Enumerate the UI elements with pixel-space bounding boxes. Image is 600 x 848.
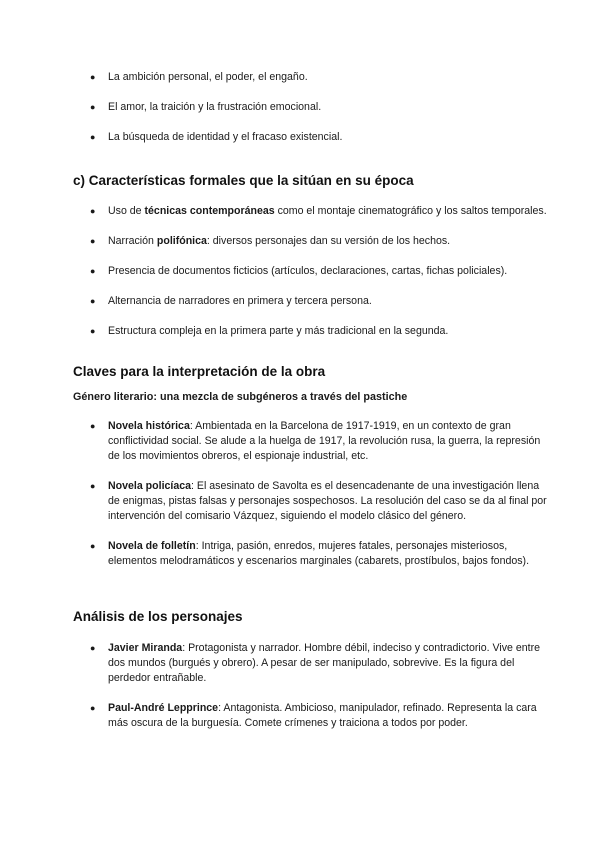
bullet-icon: ● [90, 236, 96, 246]
list-item: ● Uso de técnicas contemporáneas como el montaje cinematográfico y los saltos temporales. [90, 205, 547, 217]
bullet-icon: ● [90, 326, 96, 336]
list-item: ● Javier Miranda: Protagonista y narrador. Hombre débil, indeciso y contradictorio. Vive entre dos mundos (burgués y obrero). A pesar de ser manipulado, sobrevive. Es la figura del perdedor entrañable. [90, 642, 541, 684]
list-item: ● Novela de folletín: Intriga, pasión, enredos, mujeres fatales, personajes misteriosos, elementos melodramáticos y escenarios marginales (cabarets, prostíbulos, bajos fondos). [90, 540, 530, 567]
bullet-icon: ● [90, 296, 96, 306]
list-item: ● Alternancia de narradores en primera y tercera persona. [90, 295, 372, 307]
list-item: ● El amor, la traición y la frustración emocional. [90, 101, 322, 113]
bullet-icon: ● [90, 266, 96, 276]
section-heading: Claves para la interpretación de la obra [73, 364, 326, 379]
genre-list [90, 419, 548, 584]
list-item: ● Novela policíaca: El asesinato de Savolta es el desencadenante de una investigación llena de enigmas, pistas falsas y personajes sospechosos. La resolución del caso se da al final por intervención del comisario Vázquez, siguiendo el modelo clásico del género. [90, 480, 547, 522]
list-item: ● Estructura compleja en la primera parte y más tradicional en la segunda. [90, 325, 449, 337]
bullet-icon: ● [90, 481, 96, 491]
section-heading: Análisis de los personajes [73, 609, 243, 624]
themes-list [90, 70, 548, 160]
list-item: ● La búsqueda de identidad y el fracaso existencial. [90, 131, 343, 143]
list-item: ● Narración polifónica: diversos personajes dan su versión de los hechos. [90, 235, 451, 247]
characters-list [90, 641, 548, 746]
formal-features-list [90, 204, 548, 354]
bullet-icon: ● [90, 72, 96, 82]
list-item: ● Novela histórica: Ambientada en la Barcelona de 1917-1919, en un contexto de gran conflictividad social. Se alude a la huelga de 1917, la revolución rusa, la guerra, la represión de los movimientos obreros, el espionaje industrial, etc. [90, 420, 541, 462]
bullet-icon: ● [90, 541, 96, 551]
bullet-icon: ● [90, 421, 96, 431]
section-heading: c) Características formales que la sitúan en su época [73, 173, 414, 188]
list-item: ● Paul-André Lepprince: Antagonista. Ambicioso, manipulador, refinado. Representa la cara más oscura de la burguesía. Comete crímenes y traiciona a todos por poder. [90, 702, 537, 729]
bullet-icon: ● [90, 132, 96, 142]
list-item: ● Presencia de documentos ficticios (artículos, declaraciones, cartas, fichas policiales). [90, 265, 508, 277]
bullet-icon: ● [90, 703, 96, 713]
bullet-icon: ● [90, 643, 96, 653]
bullet-icon: ● [90, 206, 96, 216]
bullet-icon: ● [90, 102, 96, 112]
list-item: ● La ambición personal, el poder, el engaño. [90, 71, 308, 83]
subheading: Género literario: una mezcla de subgéneros a través del pastiche [73, 391, 408, 403]
